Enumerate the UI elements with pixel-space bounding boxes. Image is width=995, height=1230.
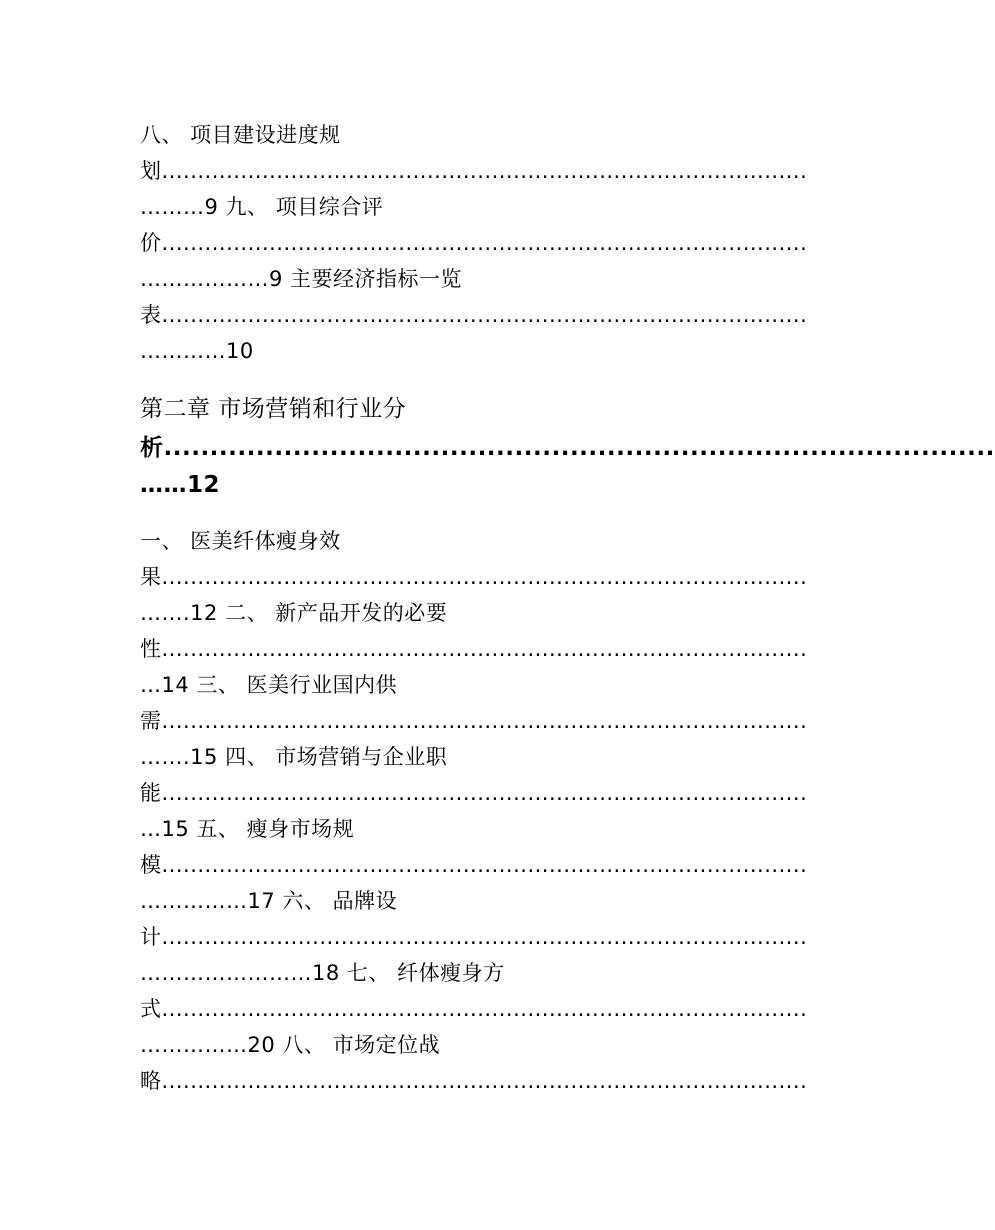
toc-entry-project-schedule: 八、 项目建设进度规 [140, 123, 341, 147]
toc-leader-line: 表.......................................................................................... [140, 303, 808, 327]
toc-leader-line: 性.......................................................................................... [140, 637, 808, 661]
toc-entry-market-positioning: ……………20 八、 市场定位战 [140, 1033, 441, 1057]
toc-entry-marketing-function: …….15 四、 市场营销与企业职 [140, 745, 448, 769]
toc-entry-project-evaluation: ………9 九、 项目综合评 [140, 195, 384, 219]
toc-entry-economic-indicators: ………………9 主要经济指标一览 [140, 267, 463, 291]
toc-leader-line: 式.......................................................................................... [140, 997, 808, 1021]
dot-leader: .......................................................................................... [161, 781, 808, 805]
dot-leader: .......................................................................................... [161, 637, 808, 661]
toc-page-number: …………10 [140, 339, 254, 363]
toc-leader-line: 价.......................................................................................... [140, 231, 808, 255]
toc-leader-line: 需.......................................................................................... [140, 709, 808, 733]
toc-page-number: ……12 [140, 472, 221, 498]
dot-leader: .......................................................................................... [161, 997, 808, 1021]
dot-leader: .......................................................................................... [161, 709, 808, 733]
toc-leader-line: 析.......................................................................................... [140, 435, 995, 461]
toc-leader-line: 果.......................................................................................... [140, 565, 808, 589]
toc-leader-line: 能.......................................................................................... [140, 781, 808, 805]
toc-leader-line: 计.......................................................................................... [140, 925, 808, 949]
dot-leader: .......................................................................................... [161, 303, 808, 327]
dot-leader: .......................................................................................... [161, 159, 808, 183]
toc-entry-market-size: …15 五、 瘦身市场规 [140, 817, 355, 841]
dot-leader: .......................................................................................... [161, 231, 808, 255]
toc-entry-new-product: …….12 二、 新产品开发的必要 [140, 601, 448, 625]
toc-chapter-2: 第二章 市场营销和行业分 [140, 396, 407, 422]
dot-leader: .......................................................................................... [161, 1069, 808, 1093]
dot-leader: .......................................................................................... [163, 435, 995, 461]
toc-entry-slimming-method: ……………………18 七、 纤体瘦身方 [140, 961, 505, 985]
toc-entry-brand-design: ……………17 六、 品牌设 [140, 889, 398, 913]
dot-leader: .......................................................................................... [161, 853, 808, 877]
dot-leader: .......................................................................................... [161, 925, 808, 949]
dot-leader: .......................................................................................... [161, 565, 808, 589]
toc-entry-domestic-supply: …14 三、 医美行业国内供 [140, 673, 398, 697]
toc-leader-line: 略.......................................................................................... [140, 1069, 808, 1093]
toc-leader-line: 模.......................................................................................... [140, 853, 808, 877]
toc-leader-line: 划.......................................................................................... [140, 159, 808, 183]
toc-entry-slimming-effect: 一、 医美纤体瘦身效 [140, 529, 341, 553]
